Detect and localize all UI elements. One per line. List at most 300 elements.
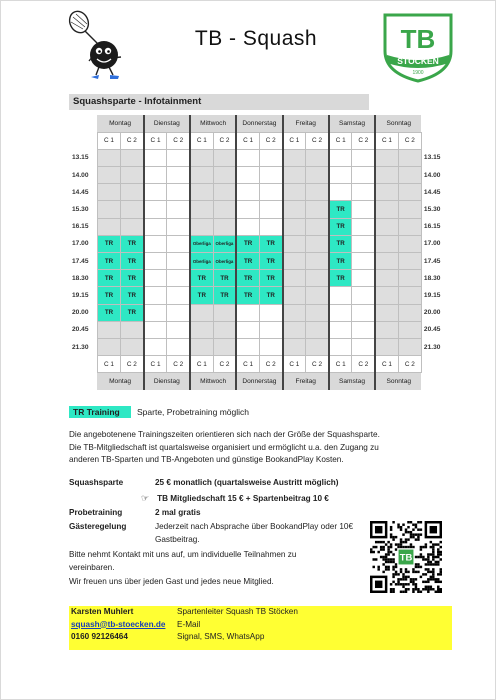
time-label: 14.00 — [423, 171, 441, 179]
empty-slot — [236, 321, 259, 338]
training-slot: TR — [97, 235, 120, 252]
court-label: C 2 — [306, 132, 329, 149]
time-label: 19.15 — [72, 291, 89, 299]
empty-slot — [213, 201, 236, 218]
empty-slot — [398, 270, 421, 287]
day-header: Dienstag — [144, 373, 190, 390]
empty-slot — [144, 304, 167, 321]
empty-slot — [121, 167, 144, 184]
fee-detail-row — [141, 493, 329, 504]
empty-slot — [121, 184, 144, 201]
training-schedule — [69, 115, 450, 395]
time-label: 17.45 — [423, 257, 441, 265]
bottom-court-row — [69, 356, 450, 373]
empty-slot — [144, 338, 167, 355]
training-slot: TR — [259, 287, 282, 304]
empty-slot — [167, 304, 190, 321]
training-slot: Oberliga — [190, 253, 213, 270]
empty-slot — [329, 184, 352, 201]
time-slot-row — [69, 184, 450, 201]
day-header: Montag — [97, 373, 143, 390]
court-label: C 2 — [306, 356, 329, 373]
time-label: 19.15 — [423, 291, 441, 299]
fee-detail: TB Mitgliedschaft 15 € + Spartenbeitrag 10 € — [157, 494, 329, 503]
empty-slot — [144, 184, 167, 201]
empty-slot — [398, 149, 421, 166]
empty-slot — [167, 253, 190, 270]
empty-slot — [144, 321, 167, 338]
empty-slot — [259, 167, 282, 184]
corner — [69, 115, 97, 132]
empty-slot — [144, 253, 167, 270]
corner — [69, 356, 97, 373]
contact-row — [69, 606, 452, 619]
closing-line: Wir freuen uns über jeden Gast und jedes neue Mitglied. — [69, 577, 274, 586]
empty-slot — [283, 338, 306, 355]
training-slot: Oberliga — [213, 253, 236, 270]
empty-slot — [167, 218, 190, 235]
training-slot: TR — [329, 235, 352, 252]
empty-slot — [306, 218, 329, 235]
logo-club-name: STÖCKEN — [397, 56, 439, 66]
empty-slot — [352, 270, 375, 287]
empty-slot — [306, 235, 329, 252]
day-header: Freitag — [283, 115, 329, 132]
time-slot-row — [69, 201, 450, 218]
guest-value: Jederzeit nach Absprache über BookandPlay oder 10€ Gastbeitrag. — [155, 522, 353, 544]
empty-slot — [144, 218, 167, 235]
empty-slot — [236, 338, 259, 355]
empty-slot — [190, 338, 213, 355]
corner — [421, 115, 450, 132]
time-label: 21.30 — [423, 343, 441, 351]
empty-slot — [375, 184, 398, 201]
time-label: 16.15 — [423, 223, 441, 231]
empty-slot — [283, 201, 306, 218]
empty-slot — [352, 201, 375, 218]
empty-slot — [167, 167, 190, 184]
time-label: 20.45 — [72, 326, 89, 334]
empty-slot — [375, 149, 398, 166]
empty-slot — [121, 338, 144, 355]
empty-slot — [97, 149, 120, 166]
day-header: Freitag — [283, 373, 329, 390]
empty-slot — [306, 304, 329, 321]
court-label: C 2 — [121, 132, 144, 149]
squash-ball-mascot-illustration — [63, 9, 141, 81]
day-header: Sonntag — [375, 373, 421, 390]
day-header: Samstag — [329, 373, 375, 390]
court-label: C 1 — [144, 356, 167, 373]
day-header: Montag — [97, 115, 143, 132]
empty-slot — [283, 149, 306, 166]
empty-slot — [213, 321, 236, 338]
court-label: C 1 — [190, 356, 213, 373]
court-label: C 1 — [283, 356, 306, 373]
empty-slot — [283, 184, 306, 201]
legend-text: Sparte, Probetraining möglich — [137, 407, 249, 417]
empty-slot — [398, 304, 421, 321]
time-slot-row — [69, 218, 450, 235]
day-header: Mittwoch — [190, 373, 236, 390]
top-day-header-row — [69, 115, 450, 132]
section-title: Squashsparte - Infotainment — [69, 94, 369, 110]
closing-line: vereinbaren. — [69, 562, 115, 572]
empty-slot — [236, 184, 259, 201]
contact-row — [69, 619, 452, 632]
contact-role: Spartenleiter Squash TB Stöcken — [177, 607, 298, 616]
empty-slot — [190, 201, 213, 218]
training-slot: TR — [213, 287, 236, 304]
court-label: C 2 — [398, 356, 421, 373]
empty-slot — [236, 218, 259, 235]
empty-slot — [352, 321, 375, 338]
empty-slot — [259, 338, 282, 355]
training-slot: TR — [97, 270, 120, 287]
training-slot: TR — [259, 253, 282, 270]
empty-slot — [190, 218, 213, 235]
empty-slot — [259, 218, 282, 235]
empty-slot — [167, 184, 190, 201]
court-label: C 1 — [329, 356, 352, 373]
intro-line: Die angebotenene Trainingszeiten orientieren sich nach der Größe der Squashsparte. — [69, 430, 380, 439]
time-label: 15.30 — [423, 206, 441, 214]
training-slot: TR — [236, 287, 259, 304]
empty-slot — [259, 149, 282, 166]
empty-slot — [375, 235, 398, 252]
empty-slot — [352, 167, 375, 184]
court-label: C 1 — [144, 132, 167, 149]
time-label: 14.45 — [72, 188, 89, 196]
empty-slot — [213, 167, 236, 184]
empty-slot — [236, 304, 259, 321]
empty-slot — [306, 201, 329, 218]
court-label: C 2 — [259, 132, 282, 149]
training-slot: TR — [259, 235, 282, 252]
empty-slot — [190, 184, 213, 201]
empty-slot — [190, 149, 213, 166]
time-label: 18.30 — [72, 274, 89, 282]
time-slot-row — [69, 321, 450, 338]
empty-slot — [283, 270, 306, 287]
time-label: 17.00 — [72, 240, 89, 248]
empty-slot — [329, 149, 352, 166]
time-slot-row — [69, 149, 450, 166]
empty-slot — [398, 321, 421, 338]
time-label: 20.45 — [423, 326, 441, 334]
empty-slot — [97, 167, 120, 184]
corner — [69, 132, 97, 149]
empty-slot — [97, 338, 120, 355]
empty-slot — [144, 149, 167, 166]
qr-code[interactable] — [370, 521, 442, 593]
empty-slot — [352, 338, 375, 355]
empty-slot — [259, 304, 282, 321]
court-label: C 2 — [259, 356, 282, 373]
contact-name: Karsten Muhlert — [71, 607, 134, 616]
empty-slot — [329, 321, 352, 338]
court-label: C 1 — [190, 132, 213, 149]
empty-slot — [167, 287, 190, 304]
empty-slot — [167, 321, 190, 338]
corner — [69, 373, 97, 390]
time-slot-row — [69, 253, 450, 270]
training-slot: TR — [329, 253, 352, 270]
training-slot: TR — [236, 253, 259, 270]
time-label: 18.30 — [423, 274, 441, 282]
empty-slot — [259, 184, 282, 201]
empty-slot — [144, 287, 167, 304]
intro-line: anderen TB-Sparten und TB-Angeboten und günstige BookandPlay Kosten. — [69, 455, 344, 464]
empty-slot — [375, 253, 398, 270]
empty-slot — [306, 287, 329, 304]
empty-slot — [97, 184, 120, 201]
time-label: 13.15 — [423, 154, 441, 162]
fee-value: 25 € monatlich (quartalsweise Austritt möglich) — [155, 478, 339, 487]
training-slot: TR — [190, 270, 213, 287]
time-label: 16.15 — [72, 223, 89, 231]
page-title: TB - Squash — [194, 27, 318, 50]
empty-slot — [167, 338, 190, 355]
training-slot: TR — [329, 218, 352, 235]
court-label: C 2 — [167, 132, 190, 149]
empty-slot — [352, 218, 375, 235]
guest-label: Gästeregelung — [69, 522, 127, 531]
day-header: Mittwoch — [190, 115, 236, 132]
training-slot: TR — [236, 270, 259, 287]
empty-slot — [283, 253, 306, 270]
training-slot: TR — [97, 287, 120, 304]
email-label: E-Mail — [177, 619, 201, 629]
training-slot: TR — [329, 201, 352, 218]
trial-label: Probetraining — [69, 508, 123, 517]
trial-value: 2 mal gratis — [155, 508, 201, 517]
empty-slot — [306, 184, 329, 201]
court-label: C 1 — [236, 132, 259, 149]
tb-stoecken-logo — [379, 11, 457, 83]
training-slot: TR — [329, 270, 352, 287]
day-header: Donnerstag — [236, 373, 282, 390]
fee-row — [69, 478, 339, 487]
qr-logo-letters: TB — [399, 551, 413, 563]
empty-slot — [121, 149, 144, 166]
empty-slot — [259, 321, 282, 338]
empty-slot — [213, 218, 236, 235]
empty-slot — [283, 218, 306, 235]
empty-slot — [352, 304, 375, 321]
intro-line: Die TB-Mitgliedschaft ist quartalsweise organisiert und ermöglicht u.a. den Zugang zu — [69, 442, 379, 452]
empty-slot — [306, 321, 329, 338]
time-label: 17.00 — [423, 240, 441, 248]
empty-slot — [283, 304, 306, 321]
empty-slot — [121, 201, 144, 218]
empty-slot — [121, 218, 144, 235]
empty-slot — [375, 167, 398, 184]
court-label: C 2 — [213, 356, 236, 373]
court-label: C 2 — [121, 356, 144, 373]
empty-slot — [259, 201, 282, 218]
time-label: 20.00 — [423, 309, 441, 317]
empty-slot — [306, 167, 329, 184]
legend — [69, 406, 249, 419]
court-label: C 2 — [167, 356, 190, 373]
empty-slot — [329, 304, 352, 321]
training-slot: TR — [121, 270, 144, 287]
empty-slot — [352, 287, 375, 304]
training-slot: TR — [190, 287, 213, 304]
corner — [421, 356, 450, 373]
time-label: 14.00 — [72, 171, 89, 179]
empty-slot — [398, 201, 421, 218]
empty-slot — [213, 149, 236, 166]
contact-row — [69, 631, 452, 644]
empty-slot — [352, 149, 375, 166]
empty-slot — [375, 218, 398, 235]
empty-slot — [398, 253, 421, 270]
empty-slot — [375, 270, 398, 287]
logo-year: 1900 — [412, 70, 424, 76]
day-header: Samstag — [329, 115, 375, 132]
empty-slot — [167, 201, 190, 218]
training-slot: Oberliga — [213, 235, 236, 252]
empty-slot — [144, 201, 167, 218]
empty-slot — [190, 304, 213, 321]
court-label: C 1 — [97, 356, 120, 373]
court-label: C 1 — [329, 132, 352, 149]
time-slot-row — [69, 338, 450, 355]
empty-slot — [306, 270, 329, 287]
empty-slot — [213, 184, 236, 201]
empty-slot — [97, 218, 120, 235]
training-slot: Oberliga — [190, 235, 213, 252]
empty-slot — [190, 321, 213, 338]
empty-slot — [213, 338, 236, 355]
court-label: C 2 — [398, 132, 421, 149]
time-slot-row — [69, 304, 450, 321]
empty-slot — [398, 184, 421, 201]
trial-row — [69, 508, 201, 517]
email-link[interactable]: squash@tb-stoecken.de — [71, 619, 166, 629]
training-slot: TR — [121, 304, 144, 321]
empty-slot — [144, 270, 167, 287]
empty-slot — [121, 321, 144, 338]
empty-slot — [213, 304, 236, 321]
time-label: 13.15 — [72, 154, 89, 162]
empty-slot — [375, 338, 398, 355]
training-slot: TR — [97, 253, 120, 270]
empty-slot — [167, 149, 190, 166]
fee-label: Squashsparte — [69, 478, 124, 487]
training-slot: TR — [121, 287, 144, 304]
phone-number[interactable]: 0160 92126464 — [71, 632, 128, 641]
empty-slot — [144, 235, 167, 252]
logo-letters: TB — [400, 24, 436, 54]
court-label: C 1 — [375, 356, 398, 373]
court-label: C 1 — [375, 132, 398, 149]
training-slot: TR — [121, 235, 144, 252]
top-court-row — [69, 132, 450, 149]
closing-paragraph — [69, 549, 369, 589]
time-slot-row — [69, 270, 450, 287]
training-slot: TR — [259, 270, 282, 287]
empty-slot — [398, 235, 421, 252]
court-label: C 1 — [236, 356, 259, 373]
empty-slot — [375, 201, 398, 218]
corner — [421, 373, 450, 390]
court-label: C 1 — [283, 132, 306, 149]
empty-slot — [306, 253, 329, 270]
empty-slot — [236, 201, 259, 218]
day-header: Donnerstag — [236, 115, 282, 132]
closing-line: Bitte nehmt Kontakt mit uns auf, um individuelle Teilnahmen zu — [69, 550, 297, 559]
empty-slot — [306, 338, 329, 355]
guest-row — [69, 521, 369, 546]
empty-slot — [398, 338, 421, 355]
court-label: C 2 — [352, 356, 375, 373]
empty-slot — [306, 149, 329, 166]
empty-slot — [236, 167, 259, 184]
empty-slot — [283, 167, 306, 184]
empty-slot — [375, 304, 398, 321]
time-label: 14.45 — [423, 188, 441, 196]
empty-slot — [283, 235, 306, 252]
empty-slot — [398, 167, 421, 184]
time-label: 15.30 — [72, 206, 89, 214]
empty-slot — [398, 287, 421, 304]
time-slot-row — [69, 287, 450, 304]
contact-box — [69, 606, 452, 650]
empty-slot — [375, 321, 398, 338]
court-label: C 2 — [213, 132, 236, 149]
day-header: Sonntag — [375, 115, 421, 132]
schedule-table — [69, 115, 450, 390]
empty-slot — [283, 287, 306, 304]
empty-slot — [97, 321, 120, 338]
empty-slot — [329, 167, 352, 184]
training-slot: TR — [121, 253, 144, 270]
empty-slot — [167, 235, 190, 252]
intro-paragraph — [69, 429, 429, 467]
court-label: C 2 — [352, 132, 375, 149]
pointing-hand-icon: ☞ — [141, 493, 150, 503]
corner — [421, 132, 450, 149]
day-header: Dienstag — [144, 115, 190, 132]
empty-slot — [283, 321, 306, 338]
empty-slot — [352, 184, 375, 201]
empty-slot — [352, 253, 375, 270]
empty-slot — [329, 338, 352, 355]
empty-slot — [236, 149, 259, 166]
empty-slot — [329, 287, 352, 304]
phone-channels: Signal, SMS, WhatsApp — [177, 632, 265, 641]
legend-tag: TR Training — [69, 406, 131, 418]
training-slot: TR — [236, 235, 259, 252]
bottom-day-header-row — [69, 373, 450, 390]
empty-slot — [398, 218, 421, 235]
court-label: C 1 — [97, 132, 120, 149]
empty-slot — [97, 201, 120, 218]
empty-slot — [375, 287, 398, 304]
time-slot-row — [69, 235, 450, 252]
empty-slot — [352, 235, 375, 252]
empty-slot — [190, 167, 213, 184]
empty-slot — [167, 270, 190, 287]
time-label: 17.45 — [72, 257, 89, 265]
training-slot: TR — [97, 304, 120, 321]
time-label: 21.30 — [72, 343, 89, 351]
empty-slot — [144, 167, 167, 184]
time-label: 20.00 — [72, 309, 89, 317]
